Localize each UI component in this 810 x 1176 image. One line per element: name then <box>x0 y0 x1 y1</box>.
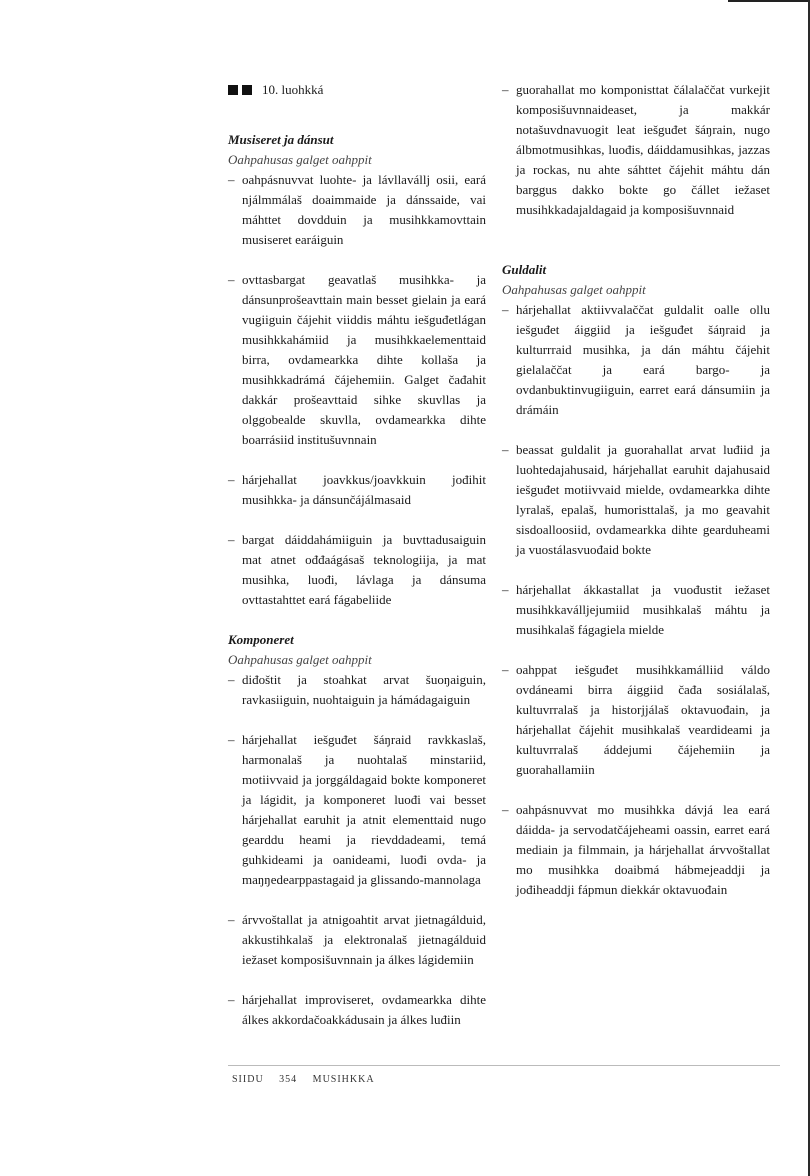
list-item: – hárjehallat iešguđet šáŋraid ravkkaslaš, harmonalaš ja nuohtalaš minstariid, motiivvaid ja jorggáldagaid bokte komponeret ja lágidit, ja komponeret luođi vai besset hárjehallat earuhit ja atnit elementtaid nugo gearddu heami ja rievddadeami, temá guhkideami ja oanideami, luođi ovda- ja maŋŋedearppastagaid ja glissando-mannolaga <box>228 732 486 887</box>
right-column <box>502 80 770 920</box>
square-bullet-icon <box>242 85 252 95</box>
section-title: Komponeret <box>228 632 294 647</box>
list-item: – oahpásnuvvat mo musihkka dávjá lea eará dáidda- ja servodatčájeheami oassin, earret eará mediain ja filmmain, ja hárjehallat árvvoštallat mo musihkka doaibmá hábmejeaddji ja jođiheaddji fápmun diekkár oktavuođain <box>502 802 770 897</box>
list-item: – hárjehallat improviseret, ovdamearkka dihte álkes akkordačoakkádusain ja álkes luđiin <box>228 992 486 1027</box>
section-subtitle: Oahpahusas galget oahppit <box>502 282 646 297</box>
page-footer <box>232 1074 387 1085</box>
section-title: Guldalit <box>502 262 547 277</box>
chapter-heading <box>228 80 486 100</box>
footer-subject: MUSIHKKA <box>312 1074 375 1085</box>
list-item: – diđoštit ja stoahkat arvat šuoŋaiguin, ravkasiiguin, nuohtaiguin ja hámádagaiguin <box>228 672 486 707</box>
page-number: 354 <box>279 1074 298 1085</box>
list-item: – oahppat iešguđet musihkkamálliid váldo ovdáneami birra áiggiid čađa sosiálalaš, kultuvrralaš ja historjjálaš oktavuođain, ja hárjehallat čájehit musihkalaš veardideami ja kultuvrralaš áddejumi čájehemiin ja guorahallamiin <box>502 662 770 777</box>
list-item: – oahpásnuvvat luohte- ja lávllavállj osii, eará njálmmálaš doaimmaide ja dánssaide, vai máhttet dovdduin ja musihkkamovttain musiseret earáiguin <box>228 172 486 247</box>
list-item: – beassat guldalit ja guorahallat arvat luđiid ja luohtedajahusaid, hárjehallat earuhit dajahusaid iešguđet motiivvaid mielde, ovdamearkka dihte lyralaš, epalaš, humoristtalaš, ja mo geavahit sisdoalloosiid, ovdamearkka dihte gearduheami ja vuostálasvuođaid bokte <box>502 442 770 557</box>
footer-section: SIIDU <box>232 1074 264 1085</box>
section-subtitle: Oahpahusas galget oahppit <box>228 152 372 167</box>
section-title: Musiseret ja dánsut <box>228 132 334 147</box>
list-item: – hárjehallat joavkkus/joavkkuin jođihit musihkka- ja dánsunčájálmasaid <box>228 472 486 507</box>
list-item: – árvvoštallat ja atnigoahtit arvat jietnagálduid, akkustihkalaš ja elektronalaš jietnagálduid iežaset komposišuvnnain ja álkes lágidemiin <box>228 912 486 967</box>
square-bullet-icon <box>228 85 238 95</box>
list-item: – hárjehallat aktiivvalaččat guldalit oalle ollu iešguđet áiggiid ja iešguđet šáŋraid ja kulturrraid musihka, ja dán máhtu čájehit gielalaččat ja eará bargo- ja ovdanbuktinvugiiguin, earret eará dánsumiin ja drámáin <box>502 302 770 417</box>
chapter-label: 10. luohkká <box>262 82 324 97</box>
top-corner-rule <box>728 0 810 2</box>
list-item: – hárjehallat ákkastallat ja vuođustit iežaset musihkkavállјejumiid musihkalaš máhtu ja musihkalaš fágagiela mielde <box>502 582 770 637</box>
left-column <box>228 80 486 1050</box>
list-item: – guorahallat mo komponisttat čálalaččat vurkejit komposišuvnnaideaset, ja makkár notašuvdnavuogit leat iešguđet šáŋrain, nugo álbmotmusihkas, luođis, dáiddamusihkas, jazzas ja rockas, nu ahte sáhttet čájehit máhtu dán barggus dakko bokte go čállet iežaset musihkkadajaldagaid ja komposišuvnnaid <box>502 82 770 217</box>
list-item: – ovttasbargat geavatlaš musihkka- ja dánsunprošeavttain main besset gielain ja eará vugiiguin čájehit viiddis máhtu iešguđetlágan musihkkahámiid ja musihkkaelementtaid birra, ovdamearkka dihte kollaša ja musihkkadrámá čájehemiin. Galget čađahit dakkár prošeavttaid sihke skuvllas ja olggobealde skuvlla, ovdamearkka dihte boarrásiid institušuvnnain <box>228 272 486 447</box>
list-item: – bargat dáiddahámiiguin ja buvttadusaiguin mat atnet ođđaágásaš teknologiija, ja mat musihka, luođi, lávlaga ja dánsuma ovttastahttet eará fágabeliide <box>228 532 486 607</box>
footer-rule <box>228 1065 780 1066</box>
section-subtitle: Oahpahusas galget oahppit <box>228 652 372 667</box>
